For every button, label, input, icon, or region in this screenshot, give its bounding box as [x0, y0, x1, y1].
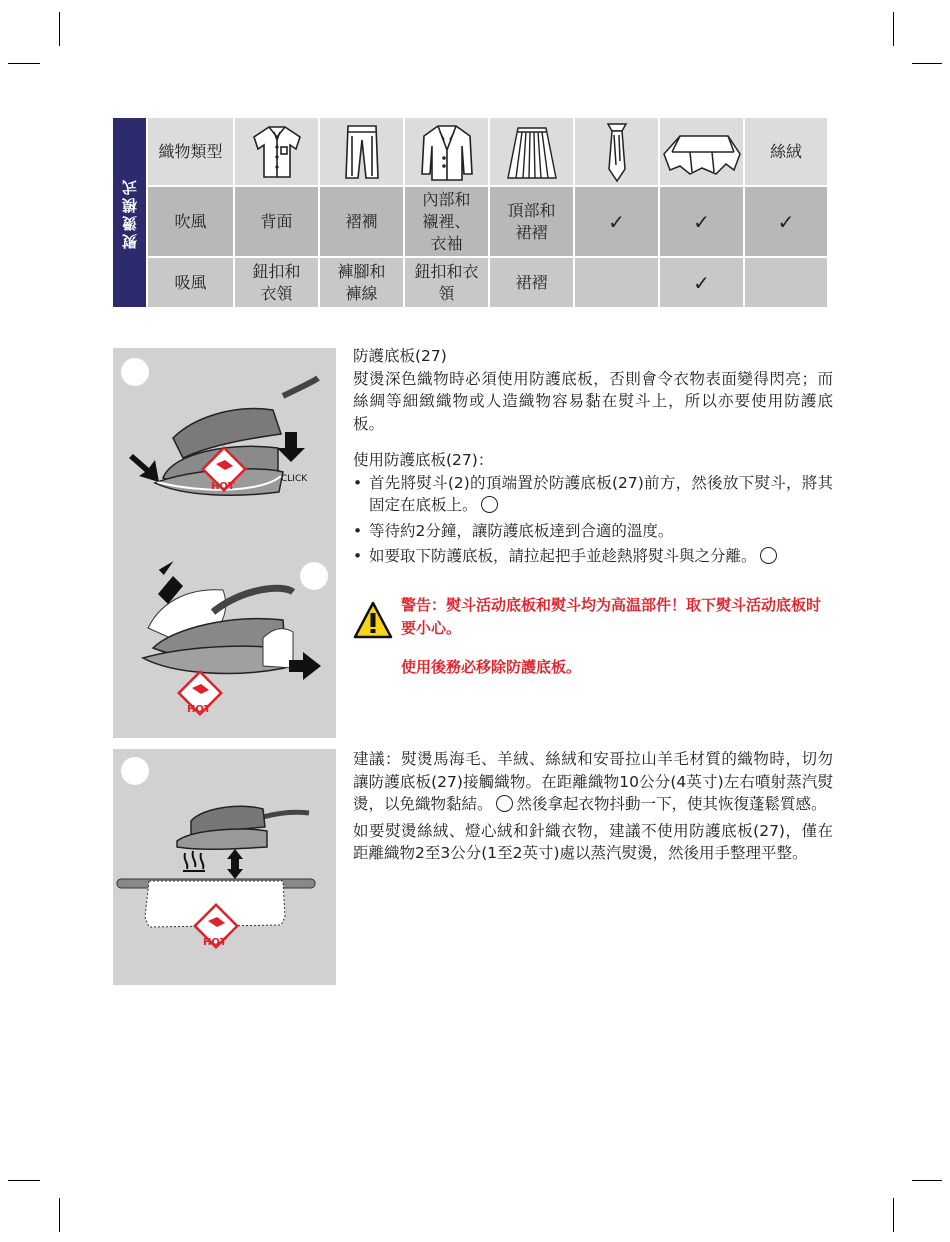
crop-mark: [912, 63, 942, 64]
table-cell: 鈕扣和衣 領: [405, 258, 488, 307]
table-cell: [575, 258, 658, 307]
table-cell: 裙褶: [490, 258, 573, 307]
usage-title: 使用防護底板(27)：: [353, 451, 494, 469]
velvet-paragraph: 如要熨燙絲絨、燈心絨和針織衣物，建議不使用防護底板(27)，僅在距離織物2至3公分(1至2英寸)處以蒸汽熨燙，然後用手整理平整。: [353, 821, 833, 862]
check-mark: ✓: [660, 258, 743, 307]
crop-mark: [893, 12, 894, 46]
hot-warning-icon: [179, 672, 221, 715]
pleated-skirt-icon: [490, 118, 573, 185]
check-mark: ✓: [745, 187, 827, 256]
warning-icon: [353, 600, 393, 640]
shirt-icon: [235, 118, 318, 185]
check-mark: ✓: [660, 187, 743, 256]
trousers-icon: [320, 118, 403, 185]
step-circle-icon: [496, 795, 513, 812]
step-circle-icon: [481, 496, 498, 513]
step-circle: [121, 757, 149, 785]
check-mark: ✓: [575, 187, 658, 256]
advice-paragraph: 建議：熨燙馬海毛、羊絨、絲絨和安哥拉山羊毛材質的織物時，切勿讓防護底板(27)接觸織物。在距離織物10公分(4英寸)左右噴射蒸汽熨燙，以免織物黏結。 然後拿起衣物抖動一下，使其恢復蓬鬆質感。: [353, 750, 833, 813]
suction-mode-label: 吸風: [148, 258, 233, 307]
step-circle: [121, 358, 149, 386]
table-cell: 褲腳和 褲線: [320, 258, 403, 307]
ironing-mode-label: 熨燙模式: [121, 176, 139, 249]
intro-paragraph: 熨燙深色織物時必須使用防護底板，否則會令衣物表面變得閃亮；而絲綢等細緻織物或人造織物容易黏在熨斗上，所以亦要使用防護底板。: [353, 369, 833, 433]
steam-icon: [183, 851, 205, 871]
crop-mark: [59, 1198, 60, 1232]
warning-text: 警告：熨斗活动底板和熨斗均为高温部件！取下熨斗活动底板时要小心。: [401, 596, 822, 637]
crop-mark: [893, 1198, 894, 1232]
list-item: • 如要取下防護底板，請拉起把手並趁熱將熨斗與之分離。: [353, 545, 833, 568]
table-cell: 內部和 襯裡、 衣袖: [405, 187, 488, 256]
soleplate-illustration: [113, 348, 336, 738]
step-circle: [300, 562, 328, 590]
velvet-header: 絲絨: [745, 118, 827, 185]
click-label: CLICK: [281, 474, 308, 484]
jacket-icon: [405, 118, 488, 185]
table-cell: 鈕扣和 衣領: [235, 258, 318, 307]
fabric-type-header: 織物類型: [148, 118, 233, 185]
soleplate-section: [353, 345, 833, 571]
svg-text:HOT: HOT: [187, 704, 211, 715]
section-title: 防護底板(27): [353, 347, 447, 365]
svg-text:HOT: HOT: [203, 937, 227, 948]
table-cell: [745, 258, 827, 307]
table-cell: 褶襉: [320, 187, 403, 256]
remove-note: 使用後務必移除防護底板。: [401, 658, 582, 676]
table-cell: 背面: [235, 187, 318, 256]
svg-text:HOT: HOT: [211, 481, 235, 492]
crop-mark: [8, 63, 40, 64]
steam-illustration: [113, 749, 336, 985]
list-item: • 首先將熨斗(2)的頂端置於防護底板(27)前方，然後放下熨斗，將其固定在底板上。: [353, 472, 833, 517]
steam-section: [353, 748, 833, 865]
fabric-grid: [148, 118, 833, 307]
blow-mode-label: 吹風: [148, 187, 233, 256]
table-cell: 頂部和 裙褶: [490, 187, 573, 256]
step-circle-icon: [760, 547, 777, 564]
tie-icon: [575, 118, 658, 185]
list-item: • 等待約2分鐘，讓防護底板達到合適的溫度。: [353, 520, 833, 543]
crop-mark: [912, 1180, 942, 1181]
crop-mark: [59, 12, 60, 46]
tablecloth-icon: [660, 118, 743, 185]
fabric-table: [113, 118, 833, 307]
spacer: [353, 435, 833, 449]
ironing-mode-band: [113, 118, 146, 307]
crop-mark: [8, 1180, 40, 1181]
